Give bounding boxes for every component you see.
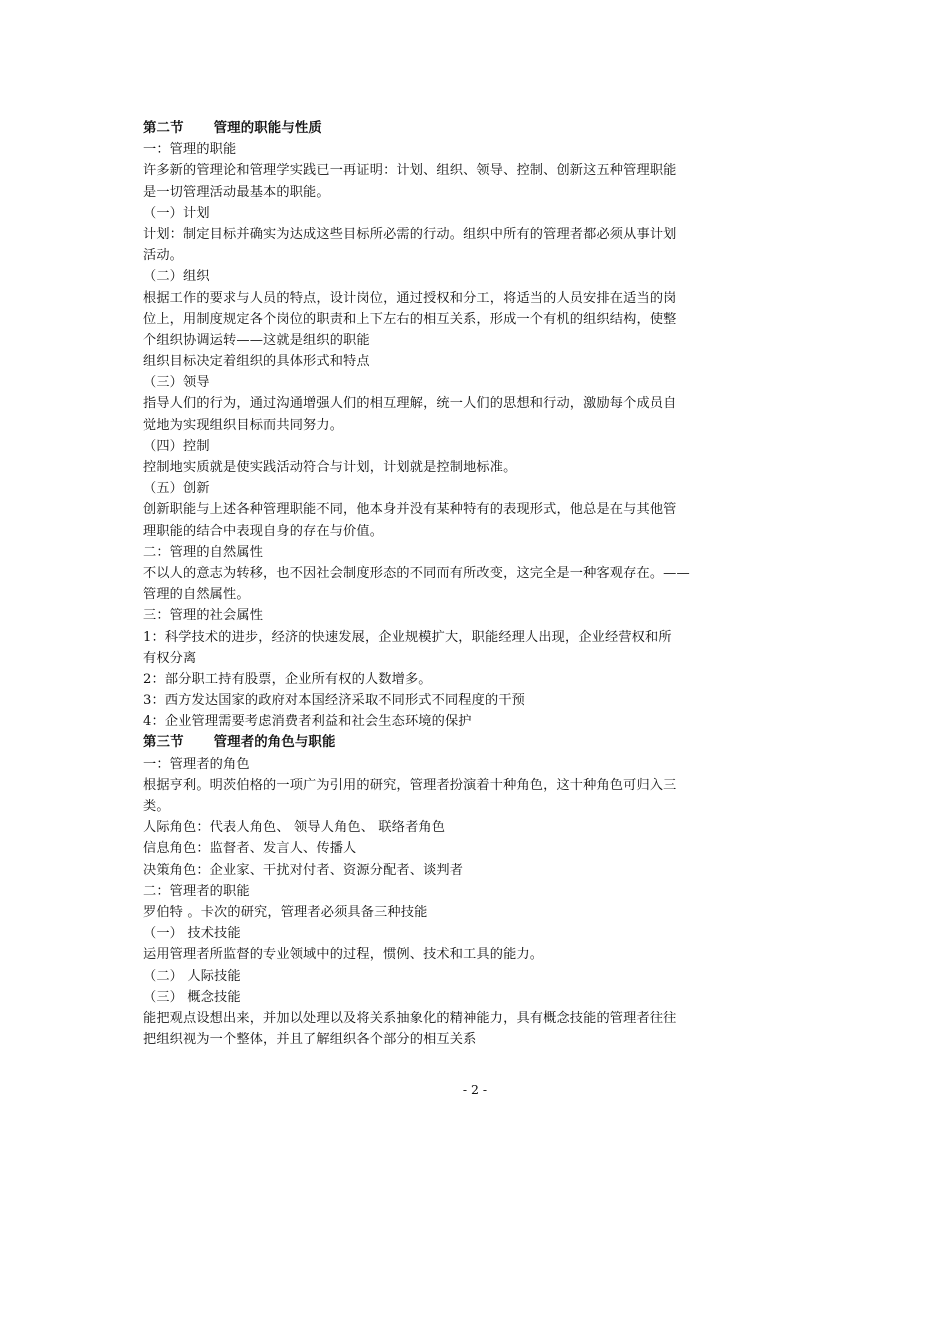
text-line: 个组织协调运转——这就是组织的职能 — [143, 332, 370, 348]
text-line: 活动。 — [143, 248, 184, 264]
text-line: 一：管理的职能 — [143, 142, 237, 158]
text-line: 类。 — [143, 799, 170, 814]
section-heading-3 — [143, 732, 715, 753]
text-line: （二） 人际技能 — [143, 968, 241, 984]
text-line: 决策角色：企业家、干扰对付者、资源分配者、谈判者 — [143, 862, 464, 878]
text-line: 有权分离 — [143, 650, 197, 666]
text-line: 2：部分职工持有股票，企业所有权的人数增多。 — [143, 671, 432, 687]
text-line: 4：企业管理需要考虑消费者利益和社会生态环境的保护 — [143, 714, 472, 730]
section-number: 第三节 — [143, 734, 184, 751]
section-heading-2 — [143, 118, 715, 139]
text-line: 把组织视为一个整体，并且了解组织各个部分的相互关系 — [143, 1032, 477, 1048]
text-line: （三） 概念技能 — [143, 989, 241, 1005]
text-line: 指导人们的行为，通过沟通增强人们的相互理解，统一人们的思想和行动，激励每个成员自 — [143, 396, 677, 412]
document-page — [143, 118, 715, 1050]
text-line: 不以人的意志为转移，也不因社会制度形态的不同而有所改变，这完全是一种客观存在。—— — [143, 565, 690, 581]
text-line: （一）计划 — [143, 205, 210, 221]
text-line: 是一切管理活动最基本的职能。 — [143, 184, 330, 200]
text-line: 一：管理者的角色 — [143, 756, 250, 772]
text-line: 罗伯特 。卡次的研究，管理者必须具备三种技能 — [143, 904, 428, 920]
text-line: （五）创新 — [143, 481, 210, 497]
text-line: 运用管理者所监督的专业领域中的过程，惯例、技术和工具的能力。 — [143, 947, 544, 963]
text-line: 根据工作的要求与人员的特点，设计岗位，通过授权和分工，将适当的人员安排在适当的岗 — [143, 290, 677, 306]
text-line: 理职能的结合中表现自身的存在与价值。 — [143, 523, 384, 539]
text-line: 二：管理者的职能 — [143, 883, 250, 899]
text-line: 能把观点设想出来，并加以处理以及将关系抽象化的精神能力，具有概念技能的管理者往往 — [143, 1010, 677, 1026]
text-line: 控制地实质就是使实践活动符合与计划，计划就是控制地标准。 — [143, 460, 517, 475]
text-line: （四）控制 — [143, 438, 210, 454]
text-line: 许多新的管理论和管理学实践已一再证明：计划、组织、领导、控制、创新这五种管理职能 — [143, 163, 677, 179]
text-line: 根据亨利。明茨伯格的一项广为引用的研究，管理者扮演着十种角色，这十种角色可归入三 — [143, 777, 677, 793]
page-number: - 2 - — [462, 1082, 488, 1097]
text-line: 组织目标决定着组织的具体形式和特点 — [143, 354, 370, 370]
text-line: 觉地为实现组织目标而共同努力。 — [143, 417, 344, 433]
text-line: 3：西方发达国家的政府对本国经济采取不同形式不同程度的干预 — [143, 693, 525, 709]
section-number: 第二节 — [143, 120, 184, 136]
text-line: （三）领导 — [143, 375, 210, 391]
section-title: 管理的职能与性质 — [213, 120, 322, 136]
text-line: 计划：制定目标并确实为达成这些目标所必需的行动。组织中所有的管理者都必须从事计划 — [143, 226, 677, 242]
text-line: 信息角色：监督者、发言人、传播人 — [143, 841, 357, 857]
text-line: （二）组织 — [143, 269, 210, 285]
text-line: 人际角色：代表人角色、 领导人角色、 联络者角色 — [143, 820, 446, 836]
text-line: 创新职能与上述各种管理职能不同，他本身并没有某种特有的表现形式，他总是在与其他管 — [143, 502, 677, 518]
text-line: 三：管理的社会属性 — [143, 608, 264, 624]
section-title: 管理者的角色与职能 — [213, 734, 336, 751]
text-line: 二：管理的自然属性 — [143, 544, 264, 560]
text-line: 1：科学技术的进步，经济的快速发展，企业规模扩大，职能经理人出现，企业经营权和所 — [143, 629, 672, 645]
text-line: 位上，用制度规定各个岗位的职责和上下左右的相互关系，形成一个有机的组织结构，使整 — [143, 311, 677, 327]
text-line: （一） 技术技能 — [143, 926, 241, 942]
text-line: 管理的自然属性。 — [143, 587, 250, 603]
